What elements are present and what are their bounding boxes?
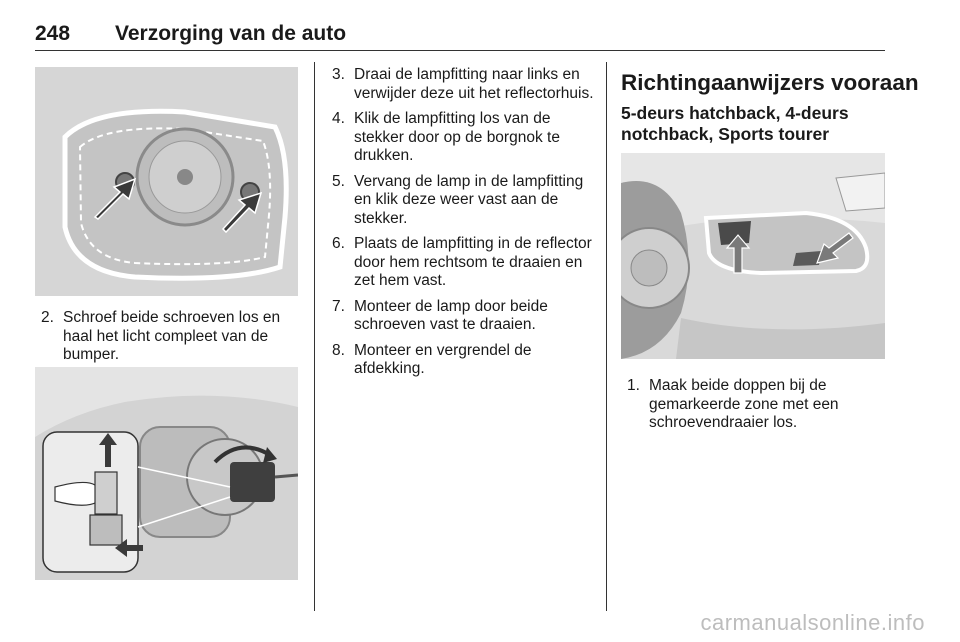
step-number: 6. (332, 235, 345, 252)
bulb-holder-illustration (35, 367, 298, 580)
page-header (35, 22, 885, 52)
section-title: Richtingaanwijzers vooraan (621, 70, 919, 95)
step-text: Schroef beide schroeven los en haal het licht compleet van de bumper. (63, 309, 281, 363)
step-number: 1. (627, 377, 640, 394)
right-steps (627, 377, 885, 440)
fog-light-illustration (35, 67, 298, 296)
step-5 (332, 173, 594, 229)
step-number: 3. (332, 66, 345, 83)
header-rule (35, 50, 885, 51)
step-3 (332, 66, 594, 103)
left-steps (41, 309, 296, 372)
watermark: carmanualsonline.info (700, 610, 925, 635)
subsection-title: 5-deurs hatchback, 4-deurs notchback, Sports tourer (621, 103, 849, 144)
step-text: Vervang de lamp in de lampfitting en klik deze weer vast aan de stekker. (354, 172, 584, 227)
step-number: 4. (332, 110, 345, 127)
page-title: Verzorging van de auto (115, 22, 347, 45)
step-text: Maak beide doppen bij de gemarkeerde zone met een schroevendraaier los. (649, 377, 839, 431)
step-number: 2. (41, 309, 54, 326)
step-text: Plaats de lampfitting in de reflector door hem rechtsom te draaien en zet hem vast. (354, 235, 592, 289)
step-number: 7. (332, 297, 345, 315)
step-text: Monteer en vergrendel de afdekking. (354, 341, 532, 377)
step-number: 5. (332, 172, 345, 190)
column-divider-1 (314, 62, 315, 611)
turn-signal-illustration (621, 153, 885, 359)
step-number: 8. (332, 341, 345, 359)
step-8 (332, 342, 594, 379)
step-7 (332, 298, 594, 335)
step-text: Monteer de lamp door beide schroeven vast te draaien. (354, 297, 548, 333)
middle-steps (332, 66, 594, 386)
page-number: 248 (35, 22, 71, 45)
column-divider-2 (606, 62, 607, 611)
step-text: Draai de lampfitting naar links en verwijder deze uit het reflectorhuis. (354, 66, 594, 102)
step-6 (332, 235, 594, 291)
step-4 (332, 110, 594, 166)
step-1 (627, 377, 885, 433)
step-2 (41, 309, 296, 365)
step-text: Klik de lampfitting los van de stekker door op de borgnok te drukken. (354, 110, 560, 164)
